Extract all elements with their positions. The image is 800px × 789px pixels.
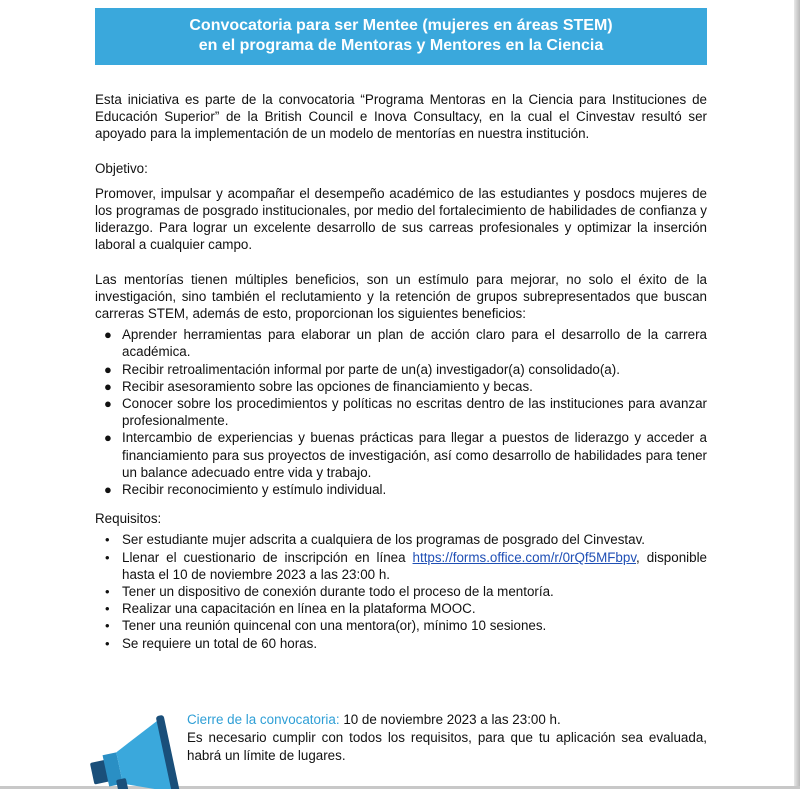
list-item: ● Recibir asesoramiento sobre las opciones de financiamiento y becas. [104, 378, 533, 394]
closing-note: Es necesario cumplir con todos los requisitos, para que tu aplicación sea evaluada, habrá un límite de lugares. [187, 730, 707, 763]
benefits-list [95, 326, 707, 498]
requirements-heading: Requisitos: [95, 511, 162, 527]
document-body [95, 91, 707, 652]
registration-form-link[interactable]: https://forms.office.com/r/0rQf5MFbpv [412, 549, 637, 565]
list-item: ● Recibir retroalimentación informal por parte de un(a) investigador(a) consolidado(a). [104, 361, 620, 377]
bullet-icon: • [105, 618, 110, 634]
list-item: • Ser estudiante mujer adscrita a cualquiera de los programas de posgrado del Cinvestav. [105, 532, 646, 548]
bullet-icon: ● [104, 396, 112, 412]
list-item: • Tener un dispositivo de conexión durante todo el proceso de la mentoría. [105, 584, 554, 600]
list-item: ● Recibir reconocimiento y estímulo individual. [104, 482, 387, 498]
intro-paragraph: Esta iniciativa es parte de la convocatoria “Programa Mentoras en la Ciencia para Instituciones de Educación Superior” de la British Council e Inova Consultacy, en la cual el Cinvestav resultó ser apoyado para la implementación de un modelo de mentorías en nuestra institución. [95, 92, 707, 142]
bullet-icon: • [105, 635, 110, 651]
objective-paragraph: Promover, impulsar y acompañar el desempeño académico de las estudiantes y posdocs mujeres de los programas de posgrado institucionales, por medio del fortalecimiento de habilidades de confianza y liderazgo. Para lograr un excelente desarrollo de sus carreas profesionales y optimizar la inserción laboral a cualquier campo. [95, 185, 707, 253]
megaphone-icon [78, 714, 188, 789]
closing-label: Cierre de la convocatoria: [187, 712, 340, 727]
list-item: ● Conocer sobre los procedimientos y políticas no escritas dentro de las instituciones para avanzar profesionalmente. [104, 396, 707, 429]
bullet-icon: • [105, 584, 110, 600]
banner-title-line-2: en el programa de Mentoras y Mentores en la Ciencia [198, 37, 604, 54]
requirements-list [95, 531, 707, 651]
closing-date: 10 de noviembre 2023 a las 23:00 h. [339, 712, 561, 727]
list-item: • Se requiere un total de 60 horas. [105, 635, 318, 651]
bullet-icon: ● [104, 378, 112, 394]
bullet-icon: ● [104, 327, 112, 343]
banner-title-line-1: Convocatoria para ser Mentee (mujeres en áreas STEM) [189, 17, 613, 34]
closing-notice [187, 711, 707, 765]
objective-heading: Objetivo: [95, 160, 148, 176]
list-item: • Realizar una capacitación en línea en la plataforma MOOC. [105, 601, 476, 617]
bullet-icon: • [105, 549, 110, 565]
bullet-icon: • [105, 532, 110, 548]
page-edge-right [794, 0, 800, 789]
benefits-intro: Las mentorías tienen múltiples beneficios, son un estímulo para mejorar, no solo el éxito de la investigación, sino también el reclutamiento y la retención de grupos subrepresentados que buscan carreras STEM, además de esto, proporcionan los siguientes beneficios: [95, 271, 707, 322]
bullet-icon: ● [104, 482, 112, 498]
title-banner [95, 8, 707, 65]
list-item: • Llenar el cuestionario de inscripción en línea https://forms.office.com/r/0rQf5MFbpv, disponible hasta el 10 de noviembre 2023 a las 23:00 h. [105, 549, 707, 582]
list-item: • Tener una reunión quincenal con una mentora(or), mínimo 10 sesiones. [105, 618, 547, 634]
list-item: ● Aprender herramientas para elaborar un plan de acción claro para el desarrollo de la carrera académica. [104, 327, 707, 360]
bullet-icon: • [105, 601, 110, 617]
list-item: ● Intercambio de experiencias y buenas prácticas para llegar a puestos de liderazgo y acceder a financiamiento para sus proyectos de investigación, así como desarrollo de habilidades para tener un balance adecuado entre vida y trabajo. [104, 430, 707, 480]
bullet-icon: ● [104, 430, 112, 446]
bullet-icon: ● [104, 361, 112, 377]
